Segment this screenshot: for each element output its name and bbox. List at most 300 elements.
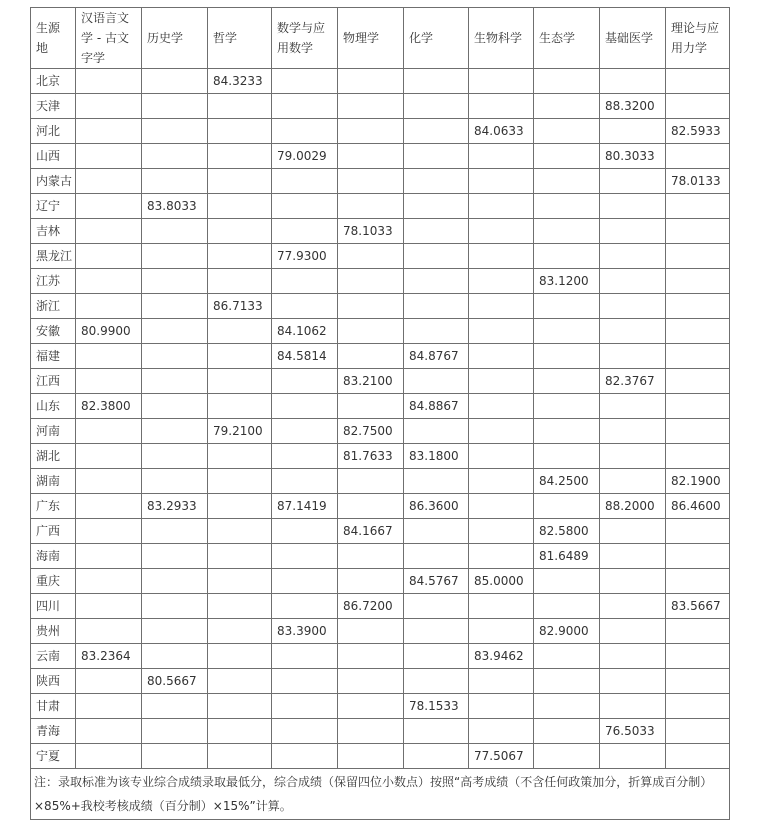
score-cell [272, 369, 338, 394]
score-cell: 82.7500 [338, 419, 404, 444]
score-cell [142, 294, 208, 319]
score-cell [404, 469, 469, 494]
table-row [31, 369, 730, 394]
score-cell [534, 594, 600, 619]
score-cell [142, 69, 208, 94]
score-cell [76, 494, 142, 519]
score-cell [76, 719, 142, 744]
score-cell [208, 219, 272, 244]
score-cell [666, 619, 730, 644]
origin-cell: 四川 [31, 594, 76, 619]
score-cell [338, 719, 404, 744]
score-cell [534, 294, 600, 319]
score-cell [469, 719, 534, 744]
origin-cell: 黑龙江 [31, 244, 76, 269]
score-cell [600, 469, 666, 494]
score-cell [404, 219, 469, 244]
score-cell [534, 419, 600, 444]
score-cell [666, 244, 730, 269]
score-cell [404, 719, 469, 744]
table-row [31, 294, 730, 319]
score-cell [76, 519, 142, 544]
score-cell: 82.5800 [534, 519, 600, 544]
score-cell [272, 444, 338, 469]
score-cell: 76.5033 [600, 719, 666, 744]
score-cell [469, 244, 534, 269]
score-cell: 82.9000 [534, 619, 600, 644]
score-cell [338, 269, 404, 294]
score-cell [208, 394, 272, 419]
column-header-major: 物理学 [338, 8, 404, 69]
score-cell [534, 344, 600, 369]
score-cell [666, 269, 730, 294]
score-cell [338, 294, 404, 319]
score-cell [76, 569, 142, 594]
score-cell [142, 419, 208, 444]
table-header-row [31, 8, 730, 69]
score-cell: 78.1033 [338, 219, 404, 244]
score-cell [208, 619, 272, 644]
score-cell: 84.5814 [272, 344, 338, 369]
score-cell [600, 544, 666, 569]
score-cell: 77.5067 [469, 744, 534, 769]
table-row [31, 569, 730, 594]
score-cell [76, 144, 142, 169]
table-row [31, 519, 730, 544]
score-cell: 83.2933 [142, 494, 208, 519]
table-note-row [31, 769, 730, 820]
table-row [31, 644, 730, 669]
score-cell [469, 494, 534, 519]
score-cell [666, 519, 730, 544]
score-cell [666, 744, 730, 769]
score-cell [404, 619, 469, 644]
score-cell [338, 169, 404, 194]
score-cell: 84.8867 [404, 394, 469, 419]
table-row [31, 344, 730, 369]
score-cell: 87.1419 [272, 494, 338, 519]
origin-cell: 福建 [31, 344, 76, 369]
score-cell [600, 619, 666, 644]
score-cell [272, 394, 338, 419]
score-cell [208, 94, 272, 119]
score-cell [142, 569, 208, 594]
score-cell [208, 344, 272, 369]
column-header-major: 历史学 [142, 8, 208, 69]
score-cell [534, 719, 600, 744]
score-cell [338, 744, 404, 769]
origin-cell: 浙江 [31, 294, 76, 319]
score-cell [666, 669, 730, 694]
score-cell [76, 369, 142, 394]
score-cell [208, 444, 272, 469]
score-cell: 77.9300 [272, 244, 338, 269]
score-cell [534, 319, 600, 344]
table-body [31, 69, 730, 769]
score-cell [666, 69, 730, 94]
score-cell [469, 619, 534, 644]
score-cell [76, 469, 142, 494]
score-cell [404, 94, 469, 119]
score-cell [600, 269, 666, 294]
score-cell [469, 544, 534, 569]
score-cell [600, 69, 666, 94]
score-cell [142, 594, 208, 619]
score-cell [76, 219, 142, 244]
score-cell [600, 694, 666, 719]
score-cell [272, 69, 338, 94]
origin-cell: 贵州 [31, 619, 76, 644]
score-cell [76, 744, 142, 769]
score-cell [666, 719, 730, 744]
score-cell [404, 194, 469, 219]
score-cell [208, 319, 272, 344]
score-cell [142, 444, 208, 469]
score-cell [534, 69, 600, 94]
score-cell: 84.5767 [404, 569, 469, 594]
origin-cell: 内蒙古 [31, 169, 76, 194]
score-cell: 83.2364 [76, 644, 142, 669]
score-cell [469, 144, 534, 169]
score-cell [534, 169, 600, 194]
score-cell [469, 519, 534, 544]
score-cell [600, 319, 666, 344]
origin-cell: 云南 [31, 644, 76, 669]
score-cell [600, 444, 666, 469]
score-cell [76, 94, 142, 119]
score-cell [534, 244, 600, 269]
score-cell: 82.5933 [666, 119, 730, 144]
score-cell: 83.3900 [272, 619, 338, 644]
score-cell: 80.3033 [600, 144, 666, 169]
table-row [31, 244, 730, 269]
table-row [31, 444, 730, 469]
score-cell [404, 669, 469, 694]
origin-cell: 湖北 [31, 444, 76, 469]
score-cell [272, 594, 338, 619]
score-cell [534, 369, 600, 394]
score-cell [76, 419, 142, 444]
score-cell [600, 594, 666, 619]
score-cell [272, 294, 338, 319]
column-header-origin: 生源地 [31, 8, 76, 69]
score-cell [76, 244, 142, 269]
table-row [31, 69, 730, 94]
score-cell [600, 294, 666, 319]
score-cell: 83.2100 [338, 369, 404, 394]
column-header-major: 生态学 [534, 8, 600, 69]
score-cell [208, 569, 272, 594]
score-cell [534, 669, 600, 694]
score-cell [338, 244, 404, 269]
score-cell: 79.2100 [208, 419, 272, 444]
origin-cell: 广东 [31, 494, 76, 519]
origin-cell: 陕西 [31, 669, 76, 694]
score-cell [142, 244, 208, 269]
score-cell [208, 744, 272, 769]
score-cell [338, 569, 404, 594]
score-cell [469, 269, 534, 294]
score-cell [600, 669, 666, 694]
origin-cell: 河南 [31, 419, 76, 444]
table-row [31, 419, 730, 444]
score-cell [600, 169, 666, 194]
score-cell [338, 319, 404, 344]
origin-cell: 甘肃 [31, 694, 76, 719]
score-cell [208, 644, 272, 669]
score-cell: 80.9900 [76, 319, 142, 344]
table-row [31, 669, 730, 694]
score-cell [666, 544, 730, 569]
score-cell [534, 444, 600, 469]
score-cell: 83.9462 [469, 644, 534, 669]
score-cell: 81.6489 [534, 544, 600, 569]
score-cell [208, 519, 272, 544]
score-cell [469, 394, 534, 419]
column-header-major: 汉语言文学 - 古文字学 [76, 8, 142, 69]
score-cell [208, 194, 272, 219]
score-cell [469, 594, 534, 619]
score-cell [338, 494, 404, 519]
table-row [31, 719, 730, 744]
score-cell [404, 169, 469, 194]
origin-cell: 吉林 [31, 219, 76, 244]
score-cell: 79.0029 [272, 144, 338, 169]
table-row [31, 544, 730, 569]
score-cell [404, 419, 469, 444]
score-cell [272, 269, 338, 294]
origin-cell: 海南 [31, 544, 76, 569]
score-cell [404, 519, 469, 544]
score-cell [272, 519, 338, 544]
score-cell [208, 719, 272, 744]
score-cell [338, 544, 404, 569]
score-cell [338, 144, 404, 169]
score-cell [338, 694, 404, 719]
score-cell [600, 419, 666, 444]
score-cell [666, 444, 730, 469]
score-cell [208, 544, 272, 569]
origin-cell: 重庆 [31, 569, 76, 594]
score-cell [338, 194, 404, 219]
table-row [31, 494, 730, 519]
score-cell [600, 744, 666, 769]
score-cell [666, 644, 730, 669]
score-cell [404, 319, 469, 344]
score-cell: 86.7200 [338, 594, 404, 619]
score-cell [76, 269, 142, 294]
score-cell: 81.7633 [338, 444, 404, 469]
score-cell [534, 119, 600, 144]
score-cell [469, 294, 534, 319]
score-cell [338, 69, 404, 94]
score-cell [142, 269, 208, 294]
origin-cell: 青海 [31, 719, 76, 744]
score-cell [142, 744, 208, 769]
score-cell [469, 444, 534, 469]
score-cell [404, 369, 469, 394]
score-cell [600, 194, 666, 219]
score-cell [142, 169, 208, 194]
score-cell [76, 294, 142, 319]
score-cell [208, 494, 272, 519]
column-header-major: 哲学 [208, 8, 272, 69]
origin-cell: 安徽 [31, 319, 76, 344]
score-cell [666, 569, 730, 594]
score-cell [208, 269, 272, 294]
score-cell: 88.3200 [600, 94, 666, 119]
score-cell: 78.0133 [666, 169, 730, 194]
score-cell [469, 694, 534, 719]
score-cell [666, 694, 730, 719]
score-cell [600, 344, 666, 369]
score-cell [600, 119, 666, 144]
score-cell [142, 119, 208, 144]
score-cell: 83.1200 [534, 269, 600, 294]
score-cell [469, 369, 534, 394]
score-cell [142, 219, 208, 244]
score-cell [600, 569, 666, 594]
score-cell [272, 644, 338, 669]
score-cell [142, 694, 208, 719]
score-cell [534, 694, 600, 719]
column-header-major: 数学与应用数学 [272, 8, 338, 69]
score-cell [142, 344, 208, 369]
score-cell [272, 719, 338, 744]
score-cell: 82.3767 [600, 369, 666, 394]
table-row [31, 619, 730, 644]
table-row [31, 119, 730, 144]
table-row [31, 169, 730, 194]
score-cell [142, 469, 208, 494]
score-cell [469, 69, 534, 94]
table-row [31, 144, 730, 169]
origin-cell: 河北 [31, 119, 76, 144]
column-header-major: 化学 [404, 8, 469, 69]
score-cell [272, 119, 338, 144]
score-cell [404, 119, 469, 144]
score-cell [534, 394, 600, 419]
origin-cell: 天津 [31, 94, 76, 119]
table-row [31, 319, 730, 344]
table-row [31, 694, 730, 719]
score-cell [272, 694, 338, 719]
score-cell [338, 469, 404, 494]
score-cell [404, 69, 469, 94]
score-cell [272, 169, 338, 194]
table-row [31, 469, 730, 494]
score-cell [76, 619, 142, 644]
score-cell [272, 94, 338, 119]
score-cell [76, 544, 142, 569]
admission-table-container [30, 7, 729, 820]
score-cell [338, 619, 404, 644]
origin-cell: 山西 [31, 144, 76, 169]
table-row [31, 744, 730, 769]
score-cell: 80.5667 [142, 669, 208, 694]
score-cell [666, 419, 730, 444]
score-cell: 82.3800 [76, 394, 142, 419]
score-cell [208, 369, 272, 394]
origin-cell: 山东 [31, 394, 76, 419]
score-cell [404, 144, 469, 169]
score-cell [534, 219, 600, 244]
score-cell [76, 594, 142, 619]
score-cell [666, 394, 730, 419]
score-cell [272, 469, 338, 494]
column-header-major: 基础医学 [600, 8, 666, 69]
score-cell [469, 169, 534, 194]
score-cell [208, 594, 272, 619]
score-cell [666, 319, 730, 344]
score-cell [404, 294, 469, 319]
score-cell [404, 744, 469, 769]
score-cell [142, 544, 208, 569]
score-cell [600, 519, 666, 544]
score-cell [404, 544, 469, 569]
table-row [31, 394, 730, 419]
score-cell [469, 319, 534, 344]
column-header-major: 生物科学 [469, 8, 534, 69]
score-cell [338, 394, 404, 419]
score-cell [534, 569, 600, 594]
score-cell [272, 544, 338, 569]
score-cell: 88.2000 [600, 494, 666, 519]
score-cell [76, 119, 142, 144]
score-cell [469, 194, 534, 219]
score-cell [142, 94, 208, 119]
score-cell [76, 169, 142, 194]
score-cell [142, 619, 208, 644]
score-cell: 86.3600 [404, 494, 469, 519]
admission-score-table [30, 7, 730, 820]
score-cell [272, 669, 338, 694]
score-cell [534, 744, 600, 769]
score-cell: 86.7133 [208, 294, 272, 319]
score-cell [469, 219, 534, 244]
score-cell [272, 744, 338, 769]
score-cell [666, 219, 730, 244]
score-cell [142, 394, 208, 419]
score-cell [76, 194, 142, 219]
score-cell [142, 319, 208, 344]
score-cell [208, 169, 272, 194]
score-cell [272, 419, 338, 444]
score-cell [208, 119, 272, 144]
score-cell [338, 344, 404, 369]
score-cell [534, 144, 600, 169]
score-cell [272, 569, 338, 594]
score-cell: 86.4600 [666, 494, 730, 519]
score-cell [76, 69, 142, 94]
score-cell: 84.0633 [469, 119, 534, 144]
score-cell [404, 269, 469, 294]
score-cell: 84.1062 [272, 319, 338, 344]
score-cell [666, 369, 730, 394]
score-cell: 84.8767 [404, 344, 469, 369]
score-cell [534, 194, 600, 219]
score-cell: 83.5667 [666, 594, 730, 619]
origin-cell: 辽宁 [31, 194, 76, 219]
score-cell: 82.1900 [666, 469, 730, 494]
table-row [31, 219, 730, 244]
score-cell: 85.0000 [469, 569, 534, 594]
origin-cell: 湖南 [31, 469, 76, 494]
score-cell [666, 194, 730, 219]
score-cell [666, 144, 730, 169]
score-cell [76, 344, 142, 369]
score-cell [338, 94, 404, 119]
